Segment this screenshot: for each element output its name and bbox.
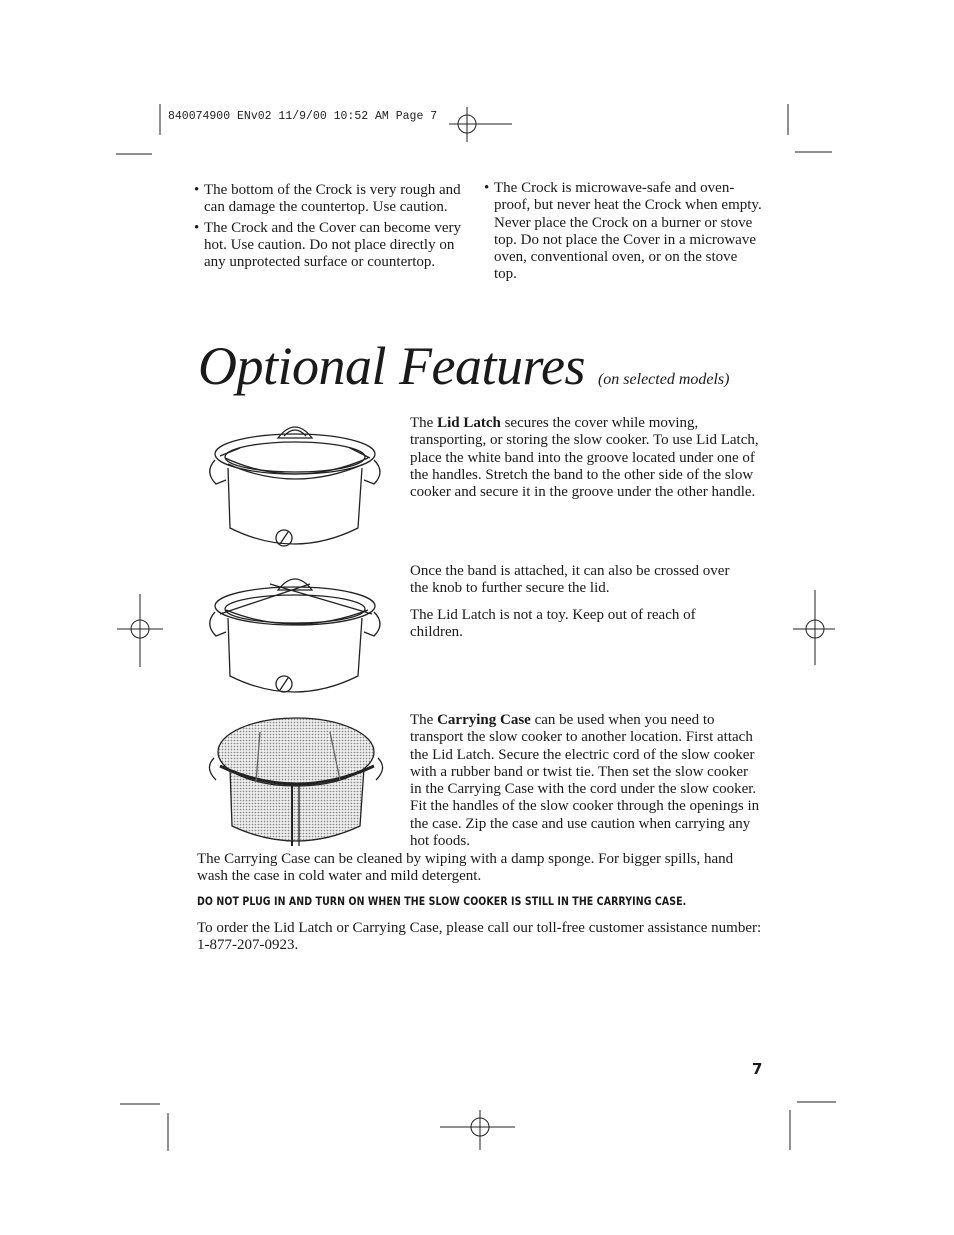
section-title <box>198 336 729 410</box>
carrying-case-cleaning: The Carrying Case can be cleaned by wiping with a damp sponge. For bigger spills, hand wash the case in cold water and mild detergent. <box>197 851 734 885</box>
section-title-text: Optional Features <box>198 336 585 396</box>
order-info: To order the Lid Latch or Carrying Case, please call our toll-free customer assistance number: 1-877-207-0923. <box>197 920 762 954</box>
carrying-case-paragraph <box>410 712 762 850</box>
section-subtitle: (on selected models) <box>597 371 730 388</box>
carrying-case-text: can be used when you need to transport the slow cooker to another location. First attach the Lid Latch. Secure the electric cord of the slow cooker with a rubber band or twist tie. Then set the slow cooker in the Carrying Case with the cord under the slow cooker. Fit the handles of the slow cooker through the openings in the case. Zip the case and use caution when carrying any hot foods. <box>410 712 760 850</box>
carrying-case-term: Carrying Case <box>437 712 531 728</box>
plug-warning: DO NOT PLUG IN AND TURN ON WHEN THE SLOW COOKER IS STILL IN THE CARRYING CASE. <box>197 894 687 908</box>
carrying-case-illustration <box>200 706 390 856</box>
lid-latch-text: secures the cover while moving, transporting, or storing the slow cooker. To use Lid Latch, place the white band into the groove located under one of the handles. Stretch the band to the other side of the slow cooker and secure it in the groove under the other handle. <box>410 415 759 501</box>
caution-list-left <box>194 182 466 274</box>
crossed-band-paragraph: Once the band is attached, it can also be crossed over the knob to further secure the lid. <box>410 563 730 597</box>
print-slug: 840074900 ENv02 11/9/00 10:52 AM Page 7 <box>168 110 438 123</box>
page-number: 7 <box>752 1060 763 1078</box>
caution-item: • The Crock is microwave-safe and oven-proof, but never heat the Crock when empty. Never place the Crock on a burner or stove top. Do not place the Cover in a microwave oven, conventional oven, or on the stove top. <box>484 180 762 284</box>
lid-latch-term: Lid Latch <box>437 415 501 431</box>
carrying-case-description <box>410 712 762 850</box>
slow-cooker-lid-latch-illustration <box>200 410 390 555</box>
lid-latch-paragraph <box>410 415 760 501</box>
caution-list-right <box>484 180 762 287</box>
carrying-case-intro: The <box>410 712 434 728</box>
slow-cooker-crossed-latch-illustration <box>200 562 390 702</box>
lid-latch-cross-info <box>410 563 750 650</box>
toy-warning-paragraph: The Lid Latch is not a toy. Keep out of reach of children. <box>410 606 696 640</box>
lid-latch-intro: The <box>410 415 434 431</box>
caution-item: • The bottom of the Crock is very rough and can damage the countertop. Use caution. <box>194 182 466 217</box>
caution-item: • The Crock and the Cover can become very hot. Use caution. Do not place directly on any unprotected surface or countertop. <box>194 220 466 272</box>
lid-latch-description <box>410 415 760 510</box>
